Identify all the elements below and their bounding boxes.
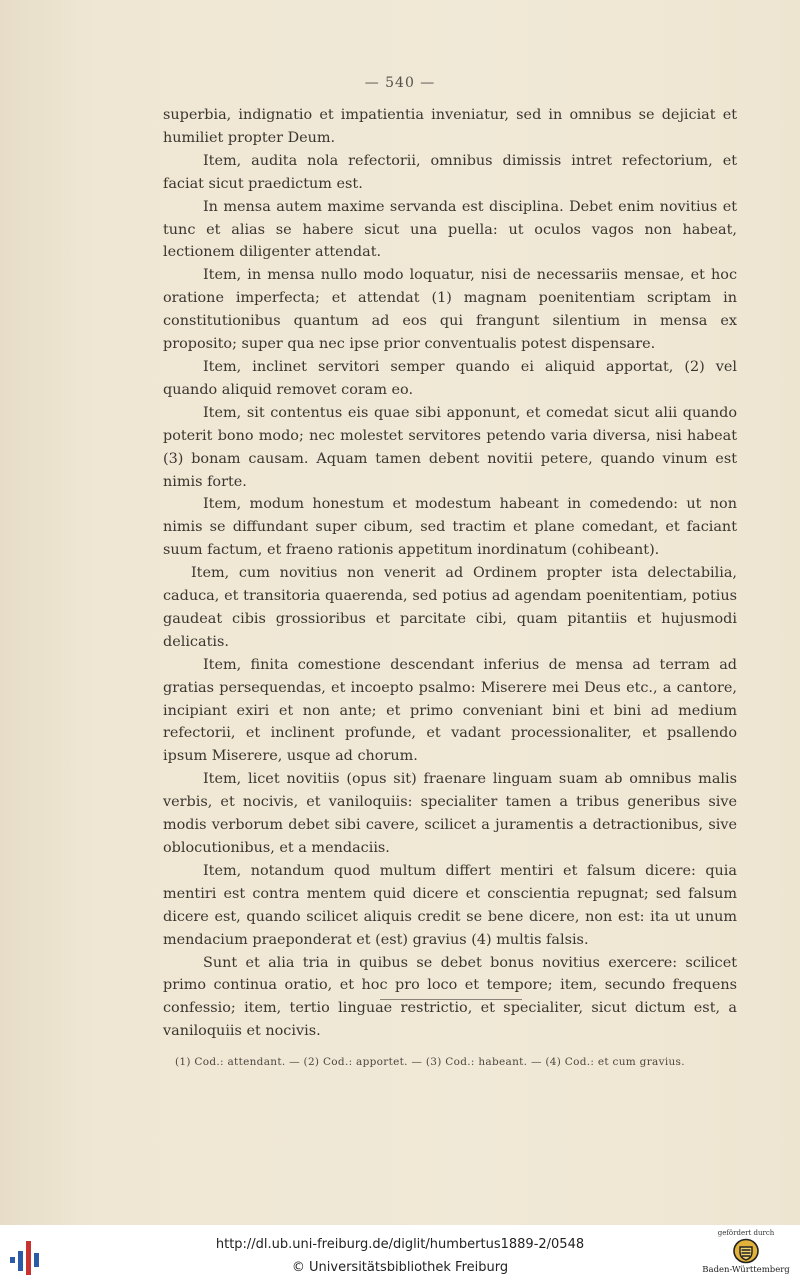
footnote-divider (380, 999, 522, 1000)
paragraph-2: Item, audita nola refectorii, omnibus dimissis intret refectorium, et faciat sicut praedictum est. (163, 152, 737, 192)
paragraph-9: Item, finita comestione descendant inferius de mensa ad terram ad gratias persequendas, et incoepto psalmo: Miserere mei Deus etc., a cantore, incipiant exiri et non ante; et primo conveniant bini et bini ad medium refectorii, et inclinent profunde, et vadant processionaliter, et psallendo ipsum Miserere, usque ad chorum. (163, 656, 737, 765)
paragraph-6: Item, sit contentus eis quae sibi apponunt, et comedat sicut alii quando poterit bono modo; nec molestet servitores petendo varia diversa, nisi habeat (3) bonam causam. Aquam tamen debent novitii petere, quando vinum est nimis forte. (163, 404, 737, 490)
paragraph-3: In mensa autem maxime servanda est disciplina. Debet enim novitius et tunc et alias se habere sicut una puella: ut oculos vagos non habeat, lectionem diligenter attendat. (163, 198, 737, 261)
paragraph-10: Item, licet novitiis (opus sit) fraenare linguam suam ab omnibus malis verbis, et nocivis, et vaniloquiis: specialiter tamen a tribus generibus sive modis verborum debet sibi cavere, scilicet a juramentis a detractionibus, sive oblocutionibus, et a mendaciis. (163, 771, 737, 856)
crest-icon (732, 1238, 760, 1264)
viewer-footer (0, 1225, 800, 1282)
funder-label: gefördert durch (717, 1229, 775, 1237)
page-number: — 540 — (364, 75, 436, 91)
paragraph-12: Sunt et alia tria in quibus se debet bonus novitius exercere: scilicet primo continua oratio, et hoc pro loco et tempore; item, secundo frequens confessio; item, tertio linguae restrictio, et specialiter, sicut dictum est, a vaniloquiis et nocivis. (163, 954, 737, 1040)
copyright-text: © Universitätsbibliothek Freiburg (291, 1260, 509, 1275)
paragraph-11: Item, notandum quod multum differt mentiri et falsum dicere: quia mentiri est contra mentem quid dicere et conscientia repugnat; sed falsum dicere est, quando scilicet aliquis credit se bene dicere, non est: ita ut unum mendacium praeponderat et (est) gravius (4) multis falsis. (163, 862, 737, 948)
body-text (163, 104, 737, 1043)
paragraph-1: superbia, indignatio et impatientia inveniatur, sed in omnibus se dejiciat et humiliet propter Deum. (163, 107, 737, 146)
paragraph-4: Item, in mensa nullo modo loquatur, nisi de necessariis mensae, et hoc oratione imperfecta; et attendat (1) magnam poenitentiam scriptam in constitutionibus quantum ad eos qui frangunt silentium in mensa ex proposito; super qua nec ipse prior conventualis potest dispensare. (163, 267, 737, 353)
paragraph-8: Item, cum novitius non venerit ad Ordinem propter ista delectabilia, caduca, et transitoria quaerenda, sed potius ad agendam poenitentiam, potius gaudeat cibis grossioribus et parcitate cibi, quam pitantiis et hujusmodi delicatis. (163, 565, 737, 650)
paragraph-5: Item, inclinet servitori semper quando ei aliquid apportat, (2) vel quando aliquid removet coram eo. (163, 358, 737, 398)
footnotes: (1) Cod.: attendant. — (2) Cod.: apportet. — (3) Cod.: habeant. — (4) Cod.: et cum gravius. (175, 1056, 685, 1068)
funder-name: Baden-Württemberg (702, 1265, 790, 1275)
document-url-link[interactable]: http://dl.ub.uni-freiburg.de/diglit/humbertus1889-2/0548 (215, 1237, 585, 1252)
paragraph-7: Item, modum honestum et modestum habeant in comedendo: ut non nimis se diffundant super cibum, sed tractim et plane comedant, et faciant suum factum, et fraeno rationis appetitum inordinatum (cohibeant). (163, 496, 737, 559)
funder-logo[interactable] (700, 1229, 792, 1279)
